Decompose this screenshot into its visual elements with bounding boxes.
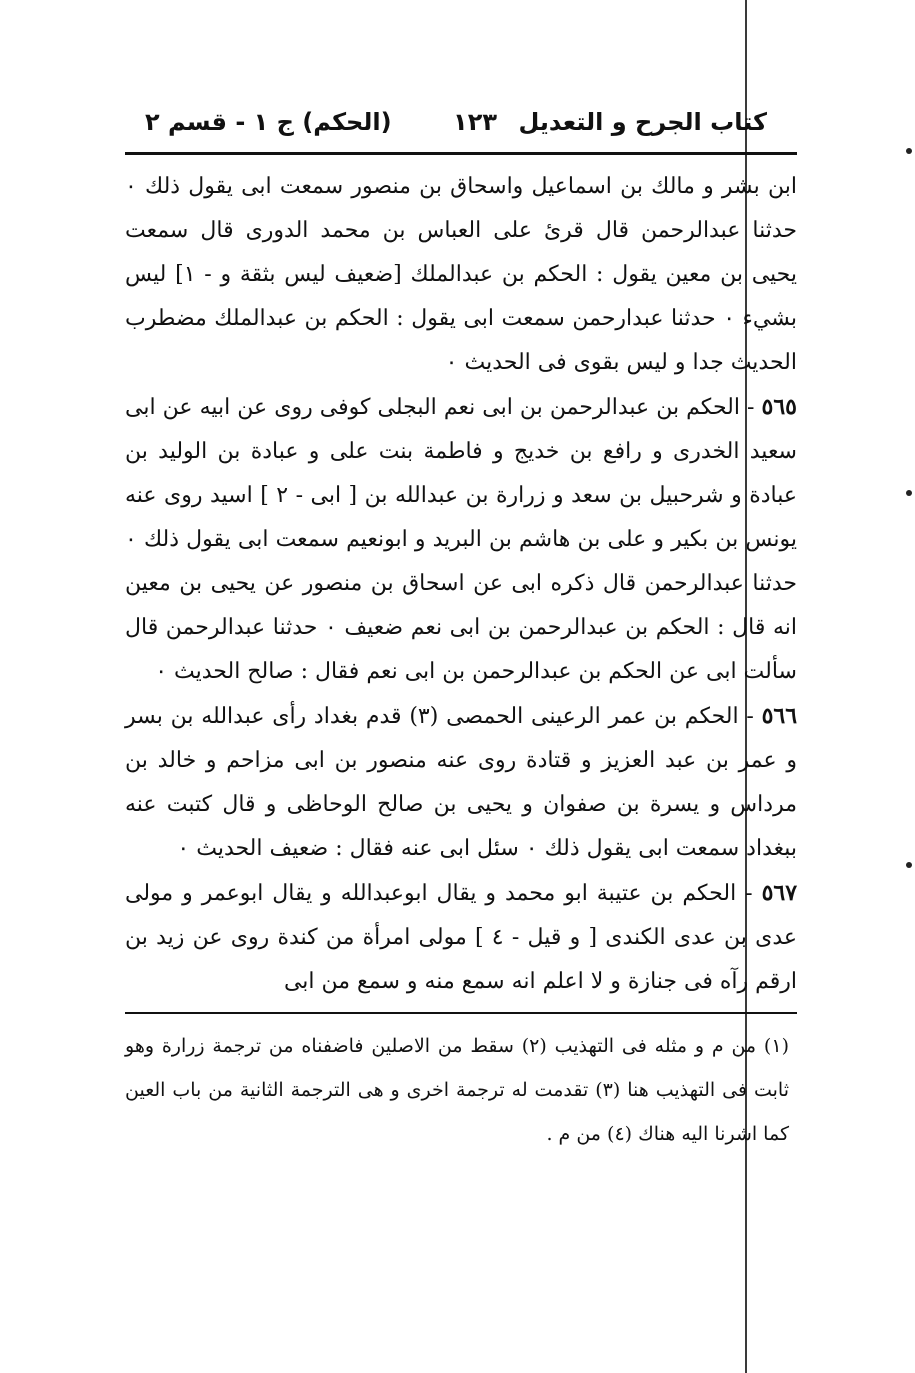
entry-number: ٥٦٧	[761, 880, 798, 906]
footnote-text: (١) من م و مثله فى التهذيب (٢) سقط من الاصلين فاضفناه من ترجمة زرارة وهو ثابت فى التهذيب هنا (٣) تقدمت له ترجمة اخرى و هى الترجمة الثانية من باب العين كما اشرنا اليه هناك (٤) من م .	[125, 1035, 789, 1145]
margin-dot	[906, 862, 912, 868]
page-number: ١٢٣	[453, 108, 497, 136]
paragraph-text: ابن بشر و مالك بن اسماعيل واسحاق بن منصور سمعت ابى يقول ذلك ۰ حدثنا عبدالرحمن قال قرئ على العباس بن محمد الدورى قال سمعت يحيى بن معين يقول : الحكم بن عبدالملك [ضعيف ليس بثقة و - ١] ليس بشيء ۰ حدثنا عبدارحمن سمعت ابى يقول : الحكم بن عبدالملك مضطرب الحديث جدا و ليس بقوى فى الحديث ۰	[125, 174, 798, 375]
paragraph-continuation	[125, 165, 797, 385]
entry-566	[125, 694, 797, 871]
document-page	[125, 90, 797, 1156]
main-text	[125, 165, 797, 1004]
margin-dot	[906, 148, 912, 154]
entry-565	[125, 385, 797, 694]
running-header	[125, 90, 797, 150]
header-rule	[125, 152, 797, 155]
entry-567	[125, 871, 797, 1004]
section-title: (الحكم) ج ١ - قسم ٢	[145, 108, 392, 136]
entry-number: ٥٦٦	[761, 703, 798, 729]
footnote-rule	[125, 1012, 797, 1014]
footnotes	[125, 1024, 797, 1156]
entry-text: - الحكم بن عتيبة ابو محمد و يقال ابوعبدالله و يقال ابوعمر و مولى عدى بن عدى الكندى [ و قيل - ٤ ] مولى امرأة من كندة روى عن زيد بن ارقم رآه فى جنازة و لا اعلم انه سمع منه و سمع من ابى	[125, 881, 797, 994]
entry-text: - الحكم بن عبدالرحمن بن ابى نعم البجلى كوفى روى عن ابيه عن ابى سعيد الخدرى و رافع بن خديج و فاطمة بنت على و عبادة بن الوليد بن عبادة و شرحبيل بن سعد و زرارة بن عبدالله بن [ ابى - ٢ ] اسيد روى عنه يونس بن بكير و على بن هاشم بن البريد و ابونعيم سمعت ابى يقول ذلك ۰ حدثنا عبدالرحمن قال ذكره ابى عن اسحاق بن منصور عن يحيى بن معين انه قال : الحكم بن عبدالرحمن بن ابى نعم ضعيف ۰ حدثنا عبدالرحمن قال سألت ابى عن الحكم بن عبدالرحمن بن ابى نعم فقال : صالح الحديث ۰	[125, 395, 797, 684]
entry-text: - الحكم بن عمر الرعينى الحمصى (٣) قدم بغداد رأى عبدالله بن بسر و عمر بن عبد العزيز و قتادة روى عنه منصور بن ابى مزاحم و خالد بن مرداس و يسرة بن صفوان و يحيى بن صالح الوحاظى و قال كتبت عنه ببغداد سمعت ابى يقول ذلك ۰ سئل ابى عنه فقال : ضعيف الحديث ۰	[125, 704, 798, 861]
book-title: كتاب الجرح و التعديل	[518, 108, 767, 136]
margin-dot	[906, 490, 912, 496]
entry-number: ٥٦٥	[761, 394, 797, 420]
